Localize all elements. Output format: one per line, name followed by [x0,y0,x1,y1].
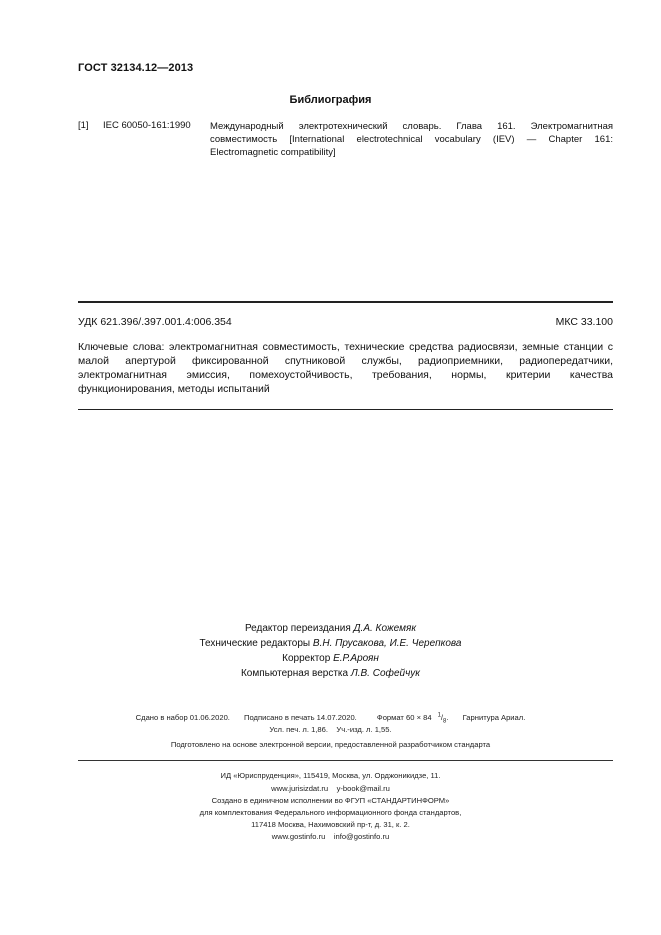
publisher-block [0,769,661,795]
print-info-line [0,712,661,724]
credit-layout [0,666,661,681]
submitted-date: Сдано в набор 01.06.2020. [135,712,230,722]
paper-format: Формат 60 × 84 $^1/_8$. [376,712,449,725]
printer-line-2: для комплектования Федерального информационного фонда стандартов, [199,808,462,817]
publisher-contacts [0,782,661,795]
standard-designation: ГОСТ 32134.12—2013 [78,62,194,74]
credit-name: Л.В. Софейчук [350,668,421,679]
credit-name: В.Н. Прусакова, И.Е. Черепкова [312,638,462,649]
credit-role: Корректор [282,653,331,664]
bibliography-entry-number: [1] [78,120,89,131]
printer-line-1: Создано в единичном исполнении во ФГУП «СТАНДАРТИНФОРМ» [211,796,450,805]
publisher-site: www.jurisizdat.ru [271,784,329,793]
credit-corrector [0,651,661,666]
bibliography-entry-code: IEC 60050-161:1990 [103,120,191,131]
publisher-address: ИД «Юриспруденция», 115419, Москва, ул. Орджоникидзе, 11. [220,771,441,780]
bibliography-title: Библиография [289,94,372,106]
printer-line-3: 117418 Москва, Нахимовский пр-т, д. 31, к. 2. [251,820,410,829]
credit-name: Е.Р.Ароян [333,653,379,664]
format-denominator: 8 [443,718,447,725]
signed-date: Подписано в печать 14.07.2020. [244,712,357,722]
keywords-divider [78,409,613,410]
format-numerator: 1 [437,712,441,718]
footer-divider [78,760,613,761]
bibliography-entry-text: Международный электротехнический словарь. Глава 161. Электромагнитная совместимость [International electrotechnical vocabulary (IEV) — Chapter 161: Electromagnetic compatibility] [210,121,613,158]
credit-role: Редактор переиздания [244,623,351,634]
credits-block [0,621,661,681]
print-sheets: Усл. печ. л. 1,86. [269,725,328,734]
credit-role: Технические редакторы [199,638,311,649]
printer-contacts [0,831,661,843]
credit-name: Д.А. Кожемяк [353,623,417,634]
publisher-email: y-book@mail.ru [336,784,390,793]
credit-editor [0,621,661,636]
sheets-line [0,725,661,734]
printer-block [0,795,661,843]
prepared-note: Подготовлено на основе электронной версии, предоставленной разработчиком стандарта [170,740,491,749]
typeface: Гарнитура Ариал. [462,712,526,722]
credit-role: Компьютерная верстка [240,668,349,679]
mks-code: МКС 33.100 [555,316,613,328]
printer-email: info@gostinfo.ru [333,832,390,841]
udk-code: УДК 621.396/.397.001.4:006.354 [78,316,232,328]
keywords-paragraph: Ключевые слова: электромагнитная совместимость, технические средства радиосвязи, земные станции с малой апертурой фиксированной спутниковой службы, радиоприемники, радиопередатчики, электромагнитная эмиссия, помехоустойчивость, требования, нормы, критерии качества функционирования, методы испытаний [78,341,613,395]
edition-sheets: Уч.-изд. л. 1,55. [336,725,392,734]
printer-site: www.gostinfo.ru [271,832,326,841]
section-divider [78,301,613,303]
format-prefix: Формат 60 × 84 [376,712,432,722]
credit-tech-editors [0,636,661,651]
